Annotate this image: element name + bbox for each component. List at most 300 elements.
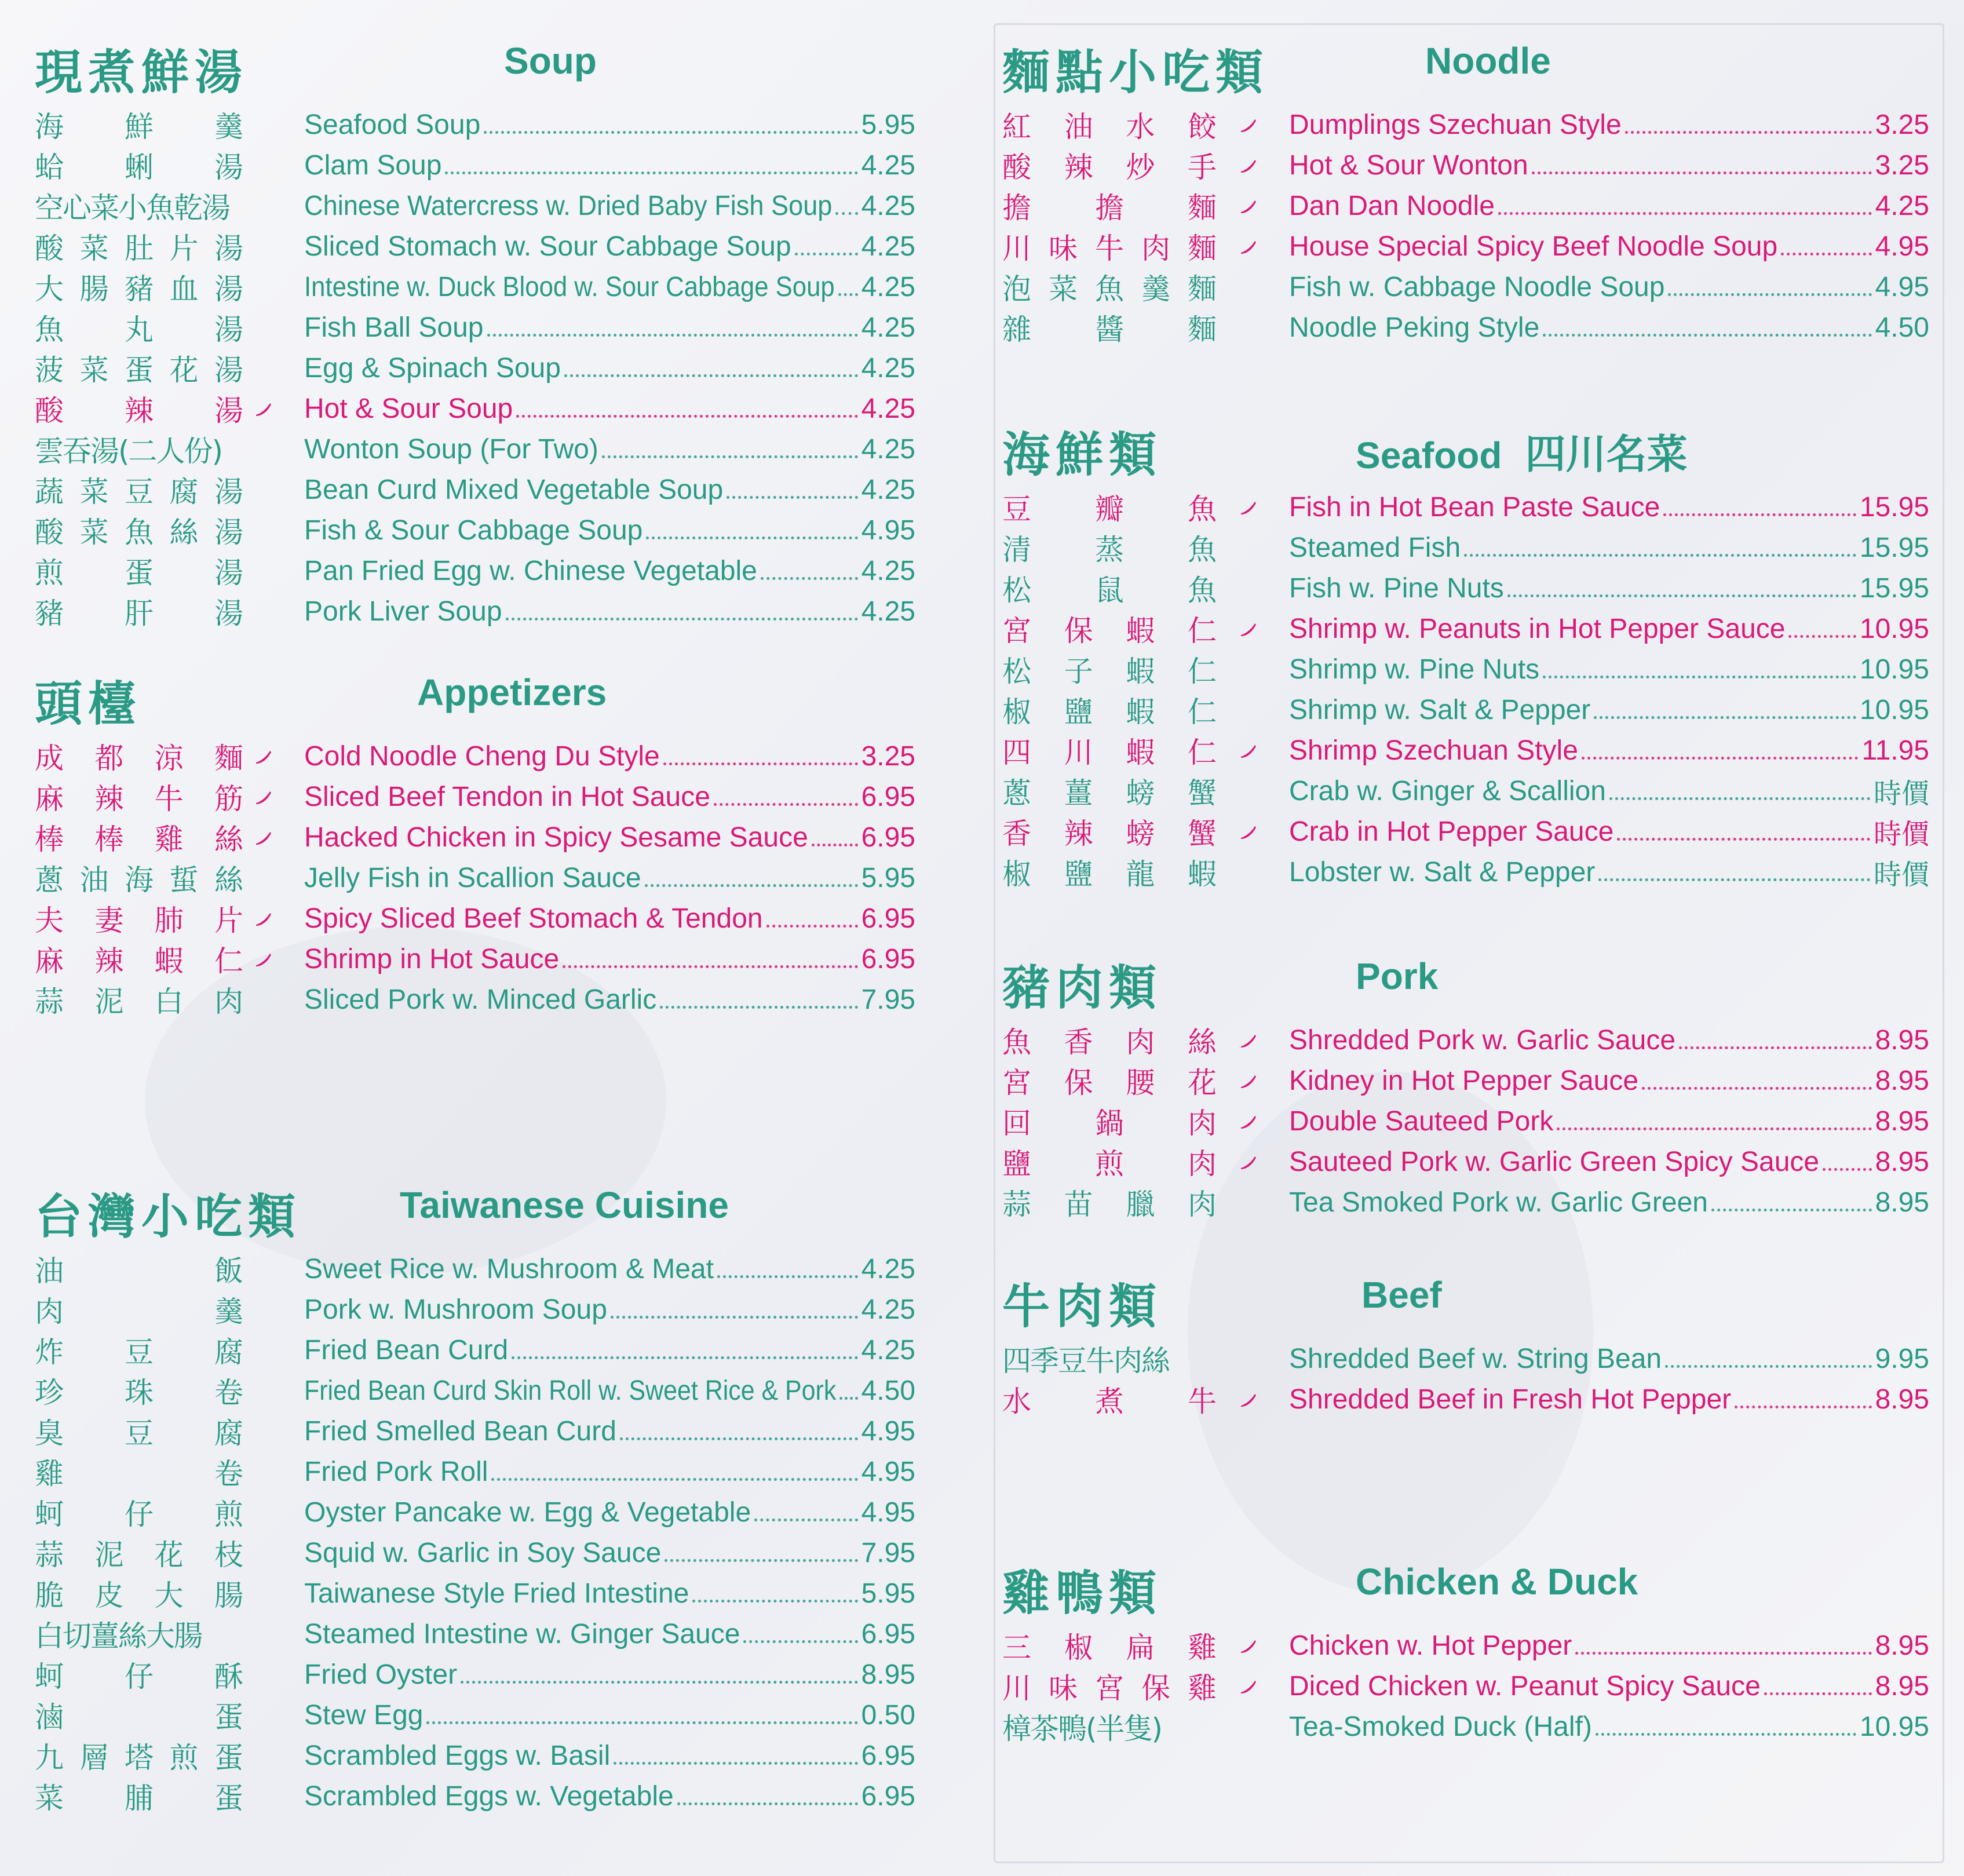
- section-title-english-text: Appetizers: [417, 671, 607, 713]
- menu-item-english-line: [304, 553, 915, 589]
- chinese-character: 片: [169, 232, 199, 265]
- section-heading: [1002, 35, 1929, 104]
- menu-item-english-line: [304, 1656, 915, 1692]
- chinese-character: 菜: [35, 1782, 64, 1815]
- chinese-character: 都: [94, 742, 124, 775]
- menu-item-chinese-name: [1002, 1668, 1217, 1704]
- menu-item: [35, 469, 915, 510]
- menu-item-chinese-name: [1002, 732, 1217, 768]
- dot-leader: [491, 1476, 857, 1481]
- dot-leader: [1609, 795, 1870, 800]
- chinese-character: 丸: [125, 313, 154, 346]
- menu-item-price: 5.95: [861, 1578, 915, 1609]
- chinese-character: 煎: [35, 556, 64, 590]
- menu-item-english-name: Crab in Hot Pepper Sauce: [1289, 816, 1614, 847]
- menu-item: [35, 857, 915, 898]
- dot-leader: [692, 1597, 857, 1603]
- menu-item-price: 時價: [1873, 778, 1929, 809]
- menu-item-english-name: Fish & Sour Cabbage Soup: [304, 514, 643, 546]
- section-title-english: [504, 39, 597, 82]
- menu-item-english-line: [304, 1291, 915, 1327]
- chili-pepper-icon: [255, 400, 272, 417]
- menu-item-english-name: Lobster w. Salt & Pepper: [1289, 856, 1596, 888]
- menu-item-english-name: Oyster Pancake w. Egg & Vegetable: [304, 1497, 751, 1528]
- chinese-character: 蝦: [154, 944, 184, 978]
- menu-item-english-name: Hot & Sour Wonton: [1289, 149, 1528, 181]
- chinese-character: 牛: [1188, 1385, 1217, 1418]
- menu-item: [1002, 811, 1929, 852]
- chinese-character: 煎: [1095, 1147, 1124, 1181]
- menu-item-price: 3.25: [1875, 109, 1929, 140]
- menu-item-english-name: Pork Liver Soup: [304, 596, 502, 627]
- chinese-character: 清: [1002, 533, 1031, 567]
- dot-leader: [1598, 876, 1870, 881]
- chinese-character: 仁: [1187, 695, 1217, 729]
- chinese-character: 肺: [154, 904, 184, 937]
- menu-item-english-line: [304, 1494, 915, 1530]
- chinese-character: 蔥: [35, 863, 64, 897]
- menu-item-price: 4.25: [861, 555, 915, 586]
- chinese-character: 湯: [214, 353, 243, 387]
- menu-item-english-line: [1289, 1709, 1929, 1744]
- appetizers-section: [35, 666, 915, 1020]
- menu-item: [35, 510, 915, 550]
- chinese-character: 豆: [125, 1417, 154, 1450]
- menu-item-price: 11.95: [1861, 735, 1929, 766]
- menu-item-english-line: [1289, 489, 1929, 525]
- dot-leader: [620, 1435, 858, 1440]
- menu-item-chinese-name: [35, 1575, 243, 1611]
- chinese-character: 牛: [154, 782, 184, 816]
- menu-item-english-line: [1289, 692, 1929, 728]
- menu-item-english-name: Double Sauteed Pork: [1289, 1105, 1554, 1137]
- menu-item-price: 4.25: [861, 474, 915, 505]
- menu-item-english-line: [304, 779, 915, 815]
- menu-item-price: 8.95: [1875, 1670, 1929, 1702]
- menu-item-price: 5.95: [861, 109, 915, 140]
- menu-item-english-name: Diced Chicken w. Peanut Spicy Sauce: [1289, 1670, 1761, 1702]
- menu-item-english-line: [304, 431, 915, 467]
- menu-item-english-line: [304, 1413, 915, 1449]
- menu-item-chinese-name: [35, 860, 243, 896]
- chinese-character: 羹: [214, 1295, 243, 1328]
- menu-item-english-name: Shrimp Szechuan Style: [1289, 735, 1578, 766]
- chinese-character: 成: [35, 742, 64, 775]
- menu-item-english-line: [304, 1251, 915, 1287]
- chinese-character: 油: [1064, 110, 1093, 144]
- menu-item-price: 4.95: [861, 514, 915, 546]
- menu-item-chinese-name: [1002, 147, 1217, 183]
- menu-item: [35, 1411, 915, 1451]
- chinese-character: 卷: [214, 1376, 243, 1410]
- chinese-character: 油: [35, 1254, 64, 1288]
- taiwanese-cuisine-section: [35, 1179, 915, 1816]
- chinese-character: 涼: [154, 742, 184, 775]
- menu-item-chinese-name: [1002, 228, 1217, 264]
- section-title-english-text: Taiwanese Cuisine: [400, 1184, 729, 1226]
- menu-item: [35, 145, 915, 185]
- chinese-character: 蛋: [125, 353, 154, 387]
- menu-item-english-name: Stew Egg: [304, 1699, 424, 1731]
- menu-item-english-line: [1289, 1668, 1929, 1704]
- dot-leader: [663, 760, 858, 765]
- menu-item-price: 4.25: [861, 231, 915, 262]
- chinese-character: 片: [214, 904, 243, 937]
- menu-item-chinese-name: [1002, 1103, 1217, 1139]
- chinese-character: 鹽: [1002, 1147, 1031, 1181]
- menu-item-english-line: [304, 1373, 915, 1408]
- menu-item-price: 10.95: [1859, 613, 1929, 644]
- menu-item: [35, 1695, 915, 1735]
- menu-item: [35, 1614, 915, 1654]
- menu-item-price: 6.95: [861, 1740, 915, 1771]
- chinese-character: 鮮: [125, 110, 154, 144]
- dot-leader: [602, 453, 858, 458]
- menu-item: [1002, 1379, 1929, 1419]
- chinese-character: 腸: [214, 1579, 243, 1612]
- menu-item: [1002, 1182, 1929, 1222]
- section-title-english-text: Seafood: [1356, 435, 1502, 476]
- chili-pepper-icon: [1240, 1153, 1257, 1170]
- menu-item-list: [1002, 487, 1929, 892]
- dot-leader: [645, 882, 858, 887]
- menu-item-english-line: [304, 1575, 915, 1611]
- dot-leader: [611, 1313, 858, 1319]
- chinese-character: 腐: [214, 1417, 243, 1450]
- dot-leader: [743, 1638, 857, 1643]
- menu-item: [35, 1492, 915, 1532]
- menu-item-english-line: [1289, 309, 1929, 345]
- chinese-character: 菜: [79, 516, 109, 549]
- chinese-character: 鍋: [1095, 1107, 1124, 1140]
- chinese-character: 魚: [1188, 492, 1217, 526]
- menu-item-price: 4.50: [861, 1375, 915, 1406]
- chinese-character: 腐: [169, 475, 199, 509]
- section-title-chinese: 海鮮類: [1002, 428, 1163, 483]
- menu-item: [1002, 771, 1929, 811]
- beef-section: [1002, 1269, 1929, 1419]
- menu-item-english-line: [1289, 1341, 1929, 1377]
- menu-item-chinese-name: [1002, 1144, 1217, 1180]
- dot-leader: [1532, 169, 1872, 174]
- menu-item-english-line: [304, 228, 915, 264]
- menu-item-chinese-name: [35, 309, 243, 345]
- chinese-character: 回: [1002, 1107, 1031, 1140]
- chinese-character: 豆: [1002, 492, 1031, 526]
- menu-item: [35, 307, 915, 348]
- menu-item-english-name: Shrimp w. Pine Nuts: [1289, 654, 1540, 685]
- dot-leader: [1781, 250, 1871, 256]
- menu-item-english-line: [304, 1697, 915, 1733]
- menu-item-chinese-name: [1002, 530, 1217, 565]
- chinese-character: 卷: [214, 1457, 243, 1491]
- seafood-section: [1002, 417, 1929, 892]
- menu-item-english-name: Shrimp w. Salt & Pepper: [1289, 694, 1591, 725]
- chinese-character: 湯: [214, 151, 243, 184]
- menu-item-english-name: Fried Bean Curd Skin Roll w. Sweet Rice & Pork: [304, 1375, 837, 1406]
- chinese-character: 湯: [214, 475, 243, 509]
- menu-item: [35, 550, 915, 591]
- chinese-character: 辣: [125, 394, 154, 428]
- section-heading: [1002, 1269, 1929, 1338]
- chinese-character: 絲: [214, 863, 243, 897]
- chinese-character: 花: [1187, 1066, 1217, 1100]
- chinese-character: 臭: [35, 1417, 64, 1450]
- noodle-section: [1002, 35, 1929, 348]
- chili-pepper-icon: [255, 788, 272, 805]
- menu-item-chinese-name: [35, 900, 243, 936]
- chinese-character: 餃: [1187, 110, 1217, 144]
- menu-item: [35, 1532, 915, 1573]
- menu-item: [35, 817, 915, 857]
- chinese-character: 保: [1141, 1671, 1170, 1705]
- chinese-character: 湯: [214, 394, 243, 428]
- menu-item-english-line: [1289, 732, 1929, 768]
- section-title-english-text: Beef: [1361, 1274, 1442, 1316]
- chinese-character: 保: [1064, 614, 1093, 648]
- chinese-character: 薑: [1064, 776, 1093, 810]
- section-title-english: [1356, 1560, 1638, 1603]
- chinese-character: 肉: [1126, 1025, 1155, 1059]
- menu-item-english-name: Kidney in Hot Pepper Sauce: [1289, 1065, 1639, 1096]
- chinese-character: 皮: [94, 1579, 124, 1612]
- chinese-character: 鼠: [1095, 574, 1124, 607]
- chinese-character: 脯: [125, 1782, 154, 1815]
- menu-item-english-line: [304, 188, 915, 224]
- menu-item-chinese-name: [35, 390, 243, 426]
- dot-leader: [1582, 754, 1859, 760]
- menu-item: [35, 1370, 915, 1411]
- chili-pepper-icon: [255, 950, 272, 968]
- dot-leader: [812, 841, 858, 846]
- menu-item-english-line: [304, 269, 915, 305]
- menu-item-english-line: [304, 900, 915, 936]
- chinese-character: 蟹: [1187, 776, 1217, 810]
- menu-item-chinese-name: [35, 1494, 243, 1530]
- menu-item-chinese-name: [1002, 854, 1217, 890]
- menu-item: [35, 1330, 915, 1370]
- menu-item-chinese-name: [1002, 570, 1217, 606]
- menu-item-english-name: Sliced Pork w. Minced Garlic: [304, 984, 657, 1015]
- menu-item-price: 15.95: [1859, 491, 1929, 523]
- menu-item-english-name: Shredded Beef in Fresh Hot Pepper: [1289, 1384, 1732, 1415]
- menu-item-price: 4.50: [1875, 312, 1929, 343]
- chinese-character: 大: [35, 272, 64, 306]
- dot-leader: [1575, 1649, 1871, 1655]
- chinese-character: 蛋: [214, 1741, 243, 1775]
- dot-leader: [1642, 1085, 1872, 1090]
- menu-item-english-name: Taiwanese Style Fried Intestine: [304, 1578, 689, 1609]
- menu-item-price: 4.25: [861, 352, 915, 384]
- chinese-character: 川: [1064, 736, 1093, 769]
- menu-item-price: 4.25: [861, 1294, 915, 1325]
- menu-item: [35, 1654, 915, 1695]
- menu-item-price: 10.95: [1859, 694, 1929, 725]
- menu-item-chinese-name: [1002, 1381, 1217, 1417]
- chinese-character: 雞: [1188, 1671, 1217, 1705]
- dot-leader: [484, 129, 857, 134]
- menu-item-price: 4.25: [861, 433, 915, 465]
- menu-item-english-line: [304, 1332, 915, 1368]
- menu-item: [35, 348, 915, 388]
- menu-item: [1002, 689, 1929, 730]
- chinese-character: 豆: [125, 475, 154, 509]
- chinese-character: 蒜: [1002, 1188, 1031, 1221]
- chinese-character: 泥: [94, 1538, 124, 1572]
- dot-leader: [461, 1678, 858, 1684]
- dot-leader: [727, 494, 857, 499]
- menu-item-chinese-name: [35, 1332, 243, 1368]
- menu-item-english-name: Hacked Chicken in Spicy Sesame Sauce: [304, 822, 808, 853]
- menu-item-english-name: Sweet Rice w. Mushroom & Meat: [304, 1253, 714, 1284]
- menu-item: [1002, 185, 1929, 226]
- chinese-character: 仁: [1187, 614, 1217, 648]
- menu-item-english-line: [1289, 269, 1929, 305]
- menu-item-english-name: Jelly Fish in Scallion Sauce: [304, 862, 641, 893]
- menu-item-chinese-name: [1002, 1022, 1217, 1058]
- menu-item-english-name: Tea Smoked Pork w. Garlic Green: [1289, 1187, 1708, 1218]
- dot-leader: [426, 1719, 857, 1724]
- menu-item-chinese-name: [1002, 611, 1217, 647]
- menu-item-price: 4.95: [1875, 271, 1929, 302]
- chinese-character: 豆: [125, 1335, 154, 1369]
- soup-section: [35, 35, 915, 632]
- menu-item-chinese-name: [1002, 309, 1217, 345]
- chinese-character: 湯: [214, 556, 243, 590]
- chinese-character: 蒜: [35, 985, 64, 1019]
- menu-item-english-line: [304, 107, 915, 143]
- chinese-character: 椒: [1002, 695, 1031, 729]
- dot-leader: [795, 250, 858, 256]
- chinese-character: 湯: [214, 232, 243, 265]
- chinese-character: 魚: [1002, 1025, 1031, 1059]
- dot-leader: [1823, 1166, 1871, 1171]
- menu-item: [1002, 226, 1929, 267]
- chinese-character: 椒: [1002, 857, 1031, 891]
- chinese-character: 蛋: [125, 556, 154, 590]
- menu-item-price: 3.25: [861, 740, 915, 772]
- chinese-character: 辣: [94, 782, 124, 816]
- dot-leader: [1617, 835, 1870, 841]
- section-heading: [35, 666, 915, 736]
- dot-leader: [835, 210, 857, 215]
- chinese-character: 螃: [1126, 776, 1155, 810]
- dot-leader: [1735, 1403, 1871, 1408]
- menu-item-price: 4.25: [861, 1334, 915, 1366]
- menu-item-english-name: Cold Noodle Cheng Du Style: [304, 740, 660, 772]
- chinese-character: 煎: [214, 1498, 243, 1531]
- menu-item-price: 4.25: [861, 149, 915, 181]
- dot-leader: [665, 1557, 857, 1562]
- menu-item-price: 6.95: [861, 943, 915, 975]
- menu-item-english-line: [304, 350, 915, 386]
- menu-item: [35, 429, 915, 469]
- chicken-duck-section: [1002, 1556, 1929, 1747]
- menu-item-chinese-name: [35, 593, 243, 629]
- menu-item-chinese-name: 空心菜小魚乾湯: [35, 191, 229, 225]
- chinese-character: 腸: [79, 272, 109, 306]
- menu-item-english-line: [304, 819, 915, 855]
- menu-item-price: 4.25: [1875, 190, 1929, 221]
- menu-item: [1002, 267, 1929, 307]
- menu-item-english-line: [1289, 773, 1929, 809]
- dot-leader: [646, 534, 857, 539]
- chinese-character: 塔: [125, 1741, 154, 1775]
- chinese-character: 菜: [79, 475, 109, 509]
- menu-item-list: [1002, 1625, 1929, 1747]
- chinese-character: 麵: [214, 742, 243, 775]
- chili-pepper-icon: [1240, 238, 1257, 255]
- menu-item-english-line: [1289, 1063, 1929, 1098]
- chinese-character: 湯: [214, 313, 243, 346]
- chinese-character: 酸: [35, 232, 64, 265]
- chinese-character: 白: [154, 985, 184, 1019]
- chili-pepper-icon: [1240, 823, 1257, 840]
- chinese-character: 雞: [35, 1457, 64, 1491]
- menu-item-price: 8.95: [861, 1659, 915, 1690]
- chinese-character: 湯: [214, 272, 243, 306]
- menu-item: [35, 1289, 915, 1330]
- section-title-chinese: 頭檯: [35, 677, 142, 732]
- menu-item-english-name: Sliced Beef Tendon in Hot Sauce: [304, 781, 710, 812]
- chinese-character: 肉: [1141, 232, 1170, 265]
- chinese-character: 肉: [1188, 1107, 1217, 1140]
- menu-item-english-name: Chicken w. Hot Pepper: [1289, 1630, 1572, 1661]
- menu-item-english-line: [304, 1454, 915, 1490]
- menu-item-list: [35, 104, 915, 632]
- chinese-character: 腰: [1126, 1066, 1155, 1100]
- menu-item-chinese-name: [1002, 1063, 1217, 1098]
- menu-item-english-line: [1289, 854, 1929, 890]
- menu-item-price: 8.95: [1875, 1630, 1929, 1661]
- menu-item-english-line: [304, 472, 915, 508]
- chinese-character: 脆: [35, 1579, 64, 1612]
- chinese-character: 飯: [214, 1254, 243, 1288]
- section-subtitle-sichuan-specialties: 四川名菜: [1525, 430, 1688, 478]
- menu-item-price: 10.95: [1859, 654, 1929, 685]
- menu-item-english-line: [1289, 1022, 1929, 1058]
- chinese-character: 肚: [125, 232, 154, 265]
- dot-leader: [754, 1516, 857, 1521]
- menu-item-english-line: [1289, 1184, 1929, 1220]
- chinese-character: 三: [1002, 1631, 1031, 1665]
- chinese-character: 蝦: [1126, 655, 1155, 688]
- section-title-chinese: 現煮鮮湯: [35, 45, 249, 100]
- chinese-character: 蒜: [35, 1538, 64, 1572]
- dot-leader: [445, 169, 857, 174]
- menu-item-chinese-name: [35, 1413, 243, 1449]
- chinese-character: 酥: [214, 1660, 243, 1693]
- chinese-character: 蚵: [35, 1660, 64, 1693]
- menu-item: [35, 736, 915, 776]
- menu-item-english-line: [304, 860, 915, 896]
- chinese-character: 蔥: [1002, 776, 1031, 810]
- menu-item-english-name: Sliced Stomach w. Sour Cabbage Soup: [304, 231, 791, 262]
- chinese-character: 泥: [94, 985, 124, 1019]
- menu-item-english-name: Fried Oyster: [304, 1659, 458, 1690]
- chili-pepper-icon: [1240, 1031, 1257, 1049]
- menu-item-chinese-name: [35, 1656, 243, 1692]
- chinese-character: 川: [1002, 1671, 1031, 1705]
- menu-item-price: 4.25: [861, 190, 915, 221]
- dot-leader: [717, 1273, 858, 1278]
- chinese-character: 蟹: [1187, 817, 1217, 851]
- menu-item-english-name: Spicy Sliced Beef Stomach & Tendon: [304, 903, 763, 934]
- menu-item-english-name: Seafood Soup: [304, 109, 481, 140]
- menu-item-english-name: Fish in Hot Bean Paste Sauce: [1289, 491, 1660, 523]
- menu-item-english-name: Clam Soup: [304, 149, 442, 181]
- menu-item-price: 6.95: [861, 1618, 915, 1649]
